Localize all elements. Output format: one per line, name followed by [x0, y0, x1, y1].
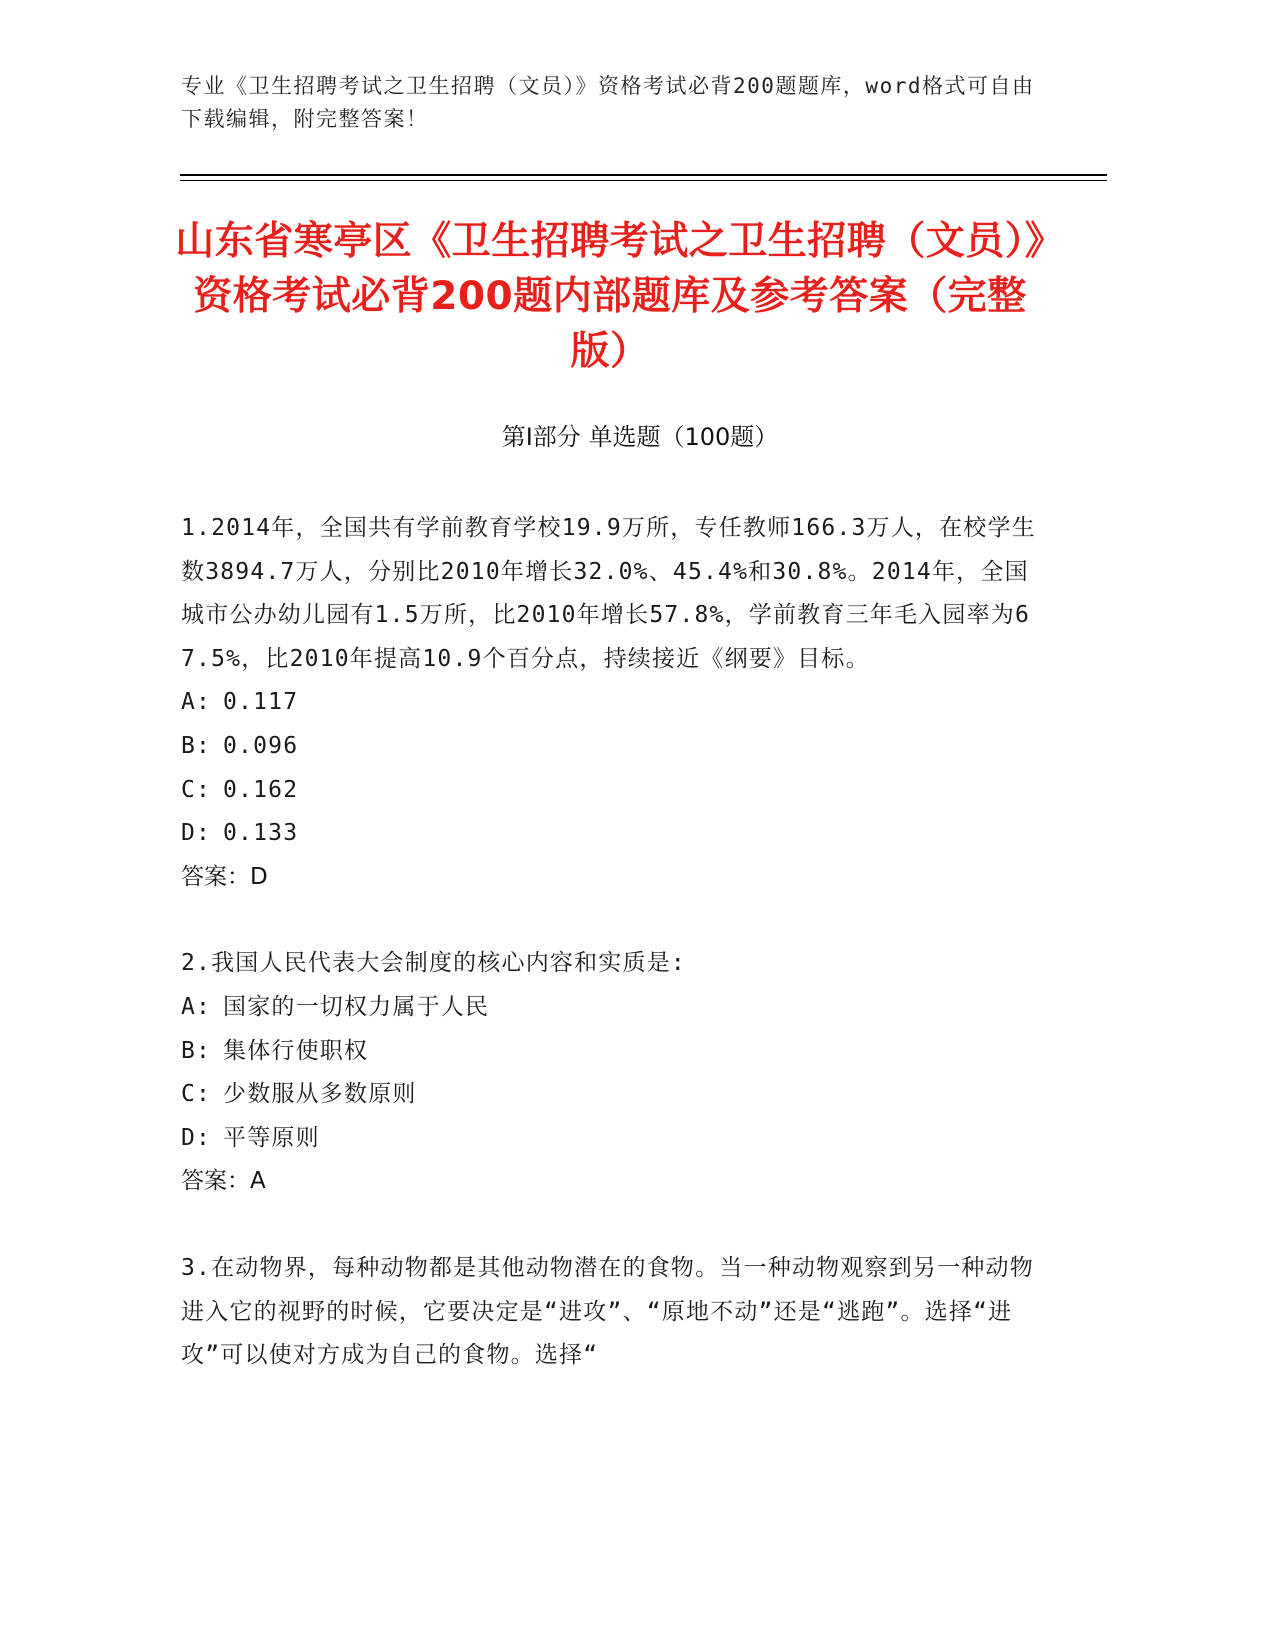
option-letter: D: — [181, 820, 212, 847]
option-letter: A: — [181, 689, 212, 716]
option-text: 0.162 — [223, 776, 299, 803]
option-b — [181, 725, 1041, 769]
option-letter: C: — [181, 776, 212, 803]
header-divider-thick — [180, 174, 1107, 176]
option-letter: A: — [181, 993, 212, 1020]
question-stem: 3.在动物界，每种动物都是其他动物潜在的食物。当一种动物观察到另一种动物进入它的视野的时候，它要决定是“进攻”、“原地不动”还是“逃跑”。选择“进攻”可以使对方成为自己的食物。选择“ — [181, 1254, 1034, 1369]
option-text: 国家的一切权力属于人民 — [223, 993, 490, 1020]
header-note: 专业《卫生招聘考试之卫生招聘（文员）》资格考试必背200题题库，word格式可自由下载编辑，附完整答案！ — [181, 74, 1035, 131]
option-a — [181, 986, 1041, 1030]
option-letter: D: — [181, 1124, 212, 1151]
option-c — [181, 1073, 1041, 1117]
question-stem: 1.2014年，全国共有学前教育学校19.9万所，专任教师166.3万人，在校学生数3894.7万人，分别比2010年增长32.0%、45.4%和30.8%。2014年，全国城市公办幼儿园有1.5万所，比2010年增长57.8%，学前教育三年毛入园率为67.5%，比2010年提高10.9个百分点，持续接近《纲要》目标。 — [181, 515, 1036, 672]
option-text: 0.096 — [223, 732, 299, 759]
option-text: 平等原则 — [223, 1124, 320, 1151]
question-1 — [181, 507, 1041, 899]
option-text: 少数服从多数原则 — [223, 1081, 417, 1108]
option-text: 0.133 — [223, 820, 299, 847]
document-title: 山东省寒亭区《卫生招聘考试之卫生招聘（文员）》资格考试必背200题内部题库及参考答案（完整版） — [175, 219, 1045, 374]
option-d — [181, 812, 1041, 856]
answer-line: 答案：D — [181, 863, 268, 890]
option-letter: B: — [181, 1037, 212, 1064]
option-text: 0.117 — [223, 689, 299, 716]
question-3 — [181, 1247, 1041, 1378]
question-2 — [181, 942, 1041, 1204]
option-c — [181, 769, 1041, 813]
option-letter: C: — [181, 1081, 212, 1108]
section-heading: 第Ⅰ部分 单选题（100题） — [501, 423, 779, 451]
question-stem: 2.我国人民代表大会制度的核心内容和实质是: — [181, 950, 686, 977]
option-text: 集体行使职权 — [223, 1037, 369, 1064]
option-letter: B: — [181, 732, 212, 759]
question-list — [181, 507, 1041, 1378]
option-b — [181, 1030, 1041, 1074]
option-d — [181, 1117, 1041, 1161]
header-divider-thin — [180, 180, 1107, 181]
option-a — [181, 681, 1041, 725]
answer-line: 答案：A — [181, 1168, 266, 1195]
